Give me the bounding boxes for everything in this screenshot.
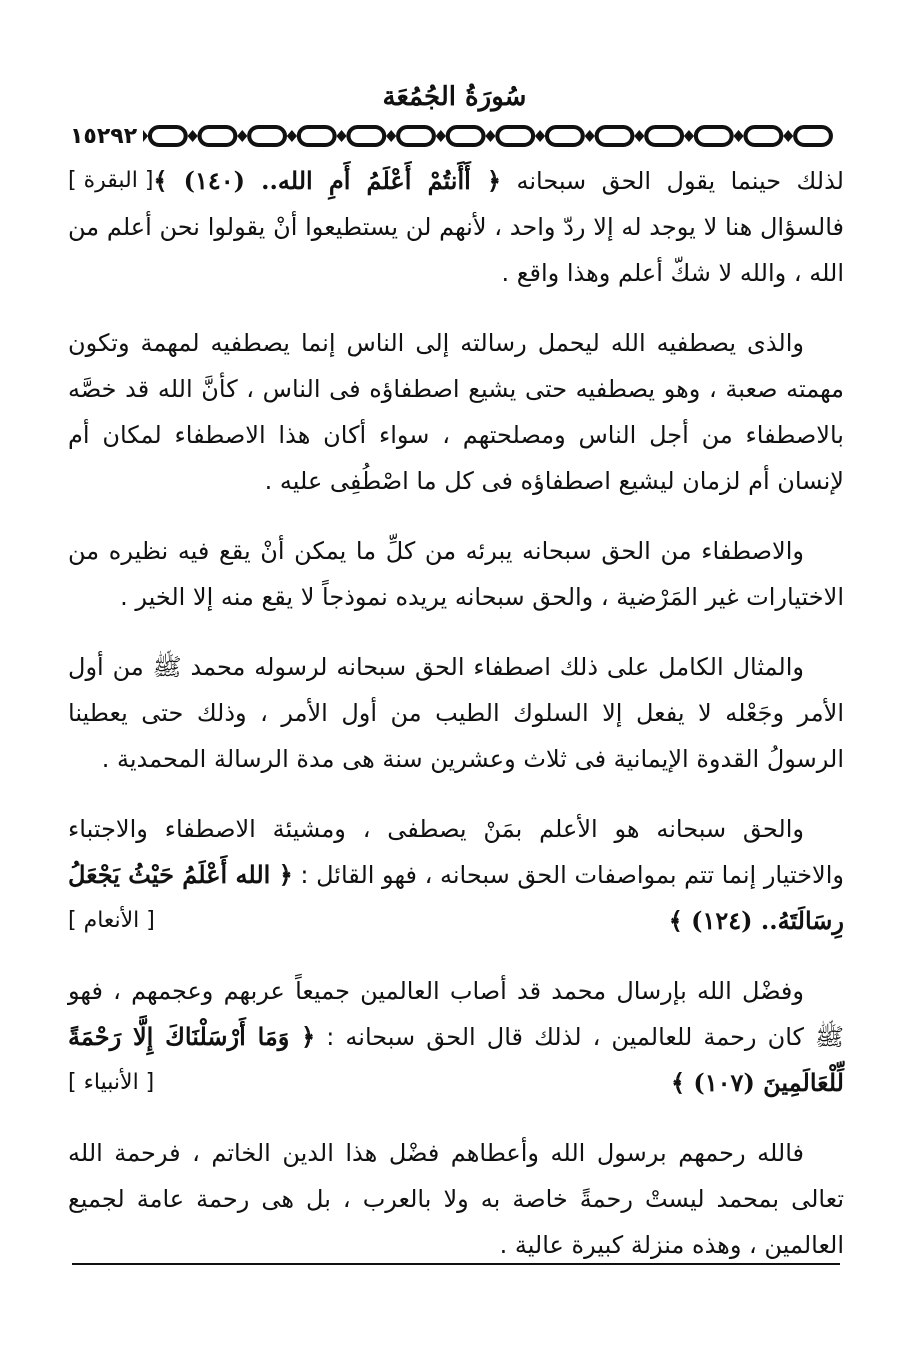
ornament-link: [498, 127, 534, 145]
ornament-link: [398, 127, 434, 145]
ornament-link: [200, 127, 236, 145]
ornament-link: [696, 127, 732, 145]
ornament-diamond: [143, 130, 148, 142]
ornament-diamond: [585, 130, 595, 142]
quran-verse-anam: ﴿ الله أَعْلَمُ حَيْثُ يَجْعَلُ رِسَالَتَهُ.. (١٢٤) ﴾: [68, 860, 844, 935]
surah-ref-anam: [ الأنعام ]: [68, 908, 155, 933]
surah-title: سُورَةُ الجُمُعَة: [382, 82, 527, 112]
footer-rule: [72, 1263, 840, 1265]
ornament-diamond: [684, 130, 694, 142]
page-number: ١٥٢٩٢: [70, 123, 138, 149]
quran-verse-anbiya: ﴿ وَمَا أَرْسَلْنَاكَ إِلَّا رَحْمَةً لِّلْعَالَمِينَ (١٠٧) ﴾: [68, 1022, 844, 1097]
paragraph-4: والمثال الكامل على ذلك اصطفاء الحق سبحانه لرسوله محمد ﷺ من أول الأمر وجَعْله لا يفعل إلا السلوك الطيب من أول الأمر ، وذلك حتى يعطينا الرسولُ القدوة الإيمانية فى ثلاث وعشرين سنة هى مدة الرسالة المحمدية .: [68, 653, 844, 773]
surah-ref-anbiya: [ الأنبياء ]: [68, 1070, 155, 1095]
ornament-link: [547, 127, 583, 145]
ornament-link: [150, 127, 186, 145]
paragraph-6-text: وفضْل الله بإرسال محمد قد أصاب العالمين جميعاً عربهم وعجمهم ، فهو ﷺ كان رحمة للعالمين ، لذلك قال الحق سبحانه :: [68, 977, 845, 1051]
ornament-link: [299, 127, 335, 145]
ornament-diamond: [237, 130, 247, 142]
ornament-link: [349, 127, 385, 145]
quran-verse-baqara: ﴿ أَأَنتُمْ أَعْلَمُ أَمِ الله.. (١٤٠) ﴾: [153, 166, 502, 195]
ornament-diamond: [337, 130, 347, 142]
ornament-diamond: [485, 130, 495, 142]
ornament-link: [249, 127, 285, 145]
paragraph-1-text-b: فالسؤال هنا لا يوجد له إلا ردّ واحد ، لأنهم لن يستطيعوا أنْ يقولوا نحن أعلم من الله ، والله لا شكّ أعلم وهذا واقع .: [68, 213, 844, 287]
paragraph-5-text: والحق سبحانه هو الأعلم بمَنْ يصطفى ، ومشيئة الاصطفاء والاجتباء والاختيار إنما تتم بمواصفات الحق سبحانه ، فهو القائل :: [68, 815, 844, 889]
ornament-link: [448, 127, 484, 145]
paragraph-1: [68, 158, 844, 296]
ornament-diamond: [188, 130, 198, 142]
paragraph-5: [68, 806, 844, 944]
surah-ref-baqara: [ البقرة ]: [68, 168, 154, 193]
ornament-link: [646, 127, 682, 145]
ornament-diamond: [634, 130, 644, 142]
ornament-diamond: [287, 130, 297, 142]
paragraph-7: فالله رحمهم برسول الله وأعطاهم فضْل هذا الدين الخاتم ، فرحمة الله تعالى بمحمد ليستْ رحمةً خاصة به ولا بالعرب ، بل هى رحمة عامة لجميع العالمين ، وهذه منزلة كبيرة عالية .: [68, 1139, 844, 1259]
paragraph-6: [68, 968, 844, 1106]
paragraph-2: والذى يصطفيه الله ليحمل رسالته إلى الناس إنما يصطفيه لمهمة وتكون مهمته صعبة ، وهو يصطفيه حتى يشيع اصطفاؤه فى الناس ، كأنَّ الله قد خصَّه بالاصطفاء من أجل الناس ومصلحتهم ، سواء أكان هذا الاصطفاء لمكان أم لإنسان أم لزمان ليشيع اصطفاؤه فى كل ما اصْطُفِى عليه .: [68, 329, 844, 495]
ornament-link: [746, 127, 782, 145]
ornament-diamond: [783, 130, 793, 142]
paragraph-1-text-a: لذلك حينما يقول الحق سبحانه: [501, 167, 844, 195]
ornament-link: [795, 127, 831, 145]
ornament-diamond: [734, 130, 744, 142]
ornament-diamond: [386, 130, 396, 142]
header-band: [70, 118, 838, 154]
paragraph-3: والاصطفاء من الحق سبحانه يبرئه من كلِّ ما يمكن أنْ يقع فيه نظيره من الاختيارات غير المَرْضية ، والحق سبحانه يريده نموذجاً لا يقع منه إلا الخير .: [68, 537, 844, 611]
page-content: [68, 158, 844, 1292]
ornament-diamond: [436, 130, 446, 142]
ornament-border: [143, 121, 838, 151]
ornament-diamond: [535, 130, 545, 142]
ornament-link: [597, 127, 633, 145]
